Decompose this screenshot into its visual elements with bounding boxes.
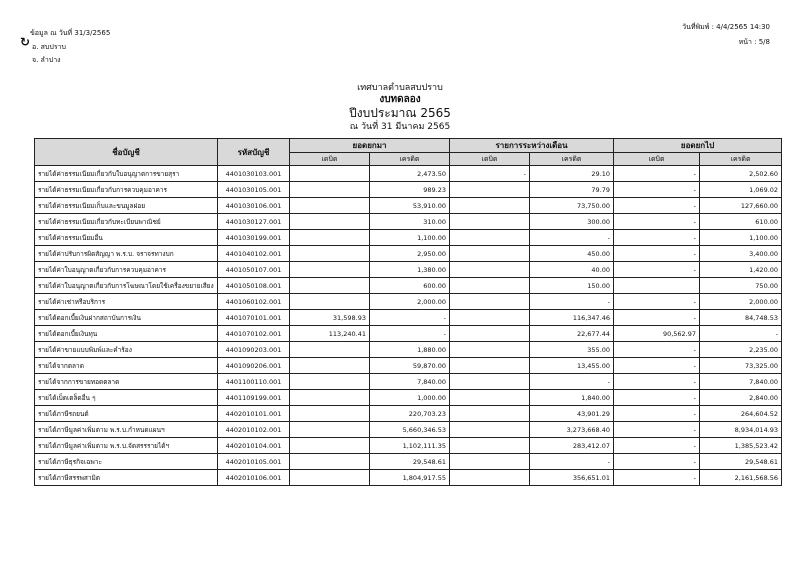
account-code: 4401060102.001 — [218, 294, 290, 310]
tx-credit: 150.00 — [530, 278, 614, 294]
account-name: รายได้ภาษีรถยนต์ — [35, 406, 218, 422]
cf-debit: - — [614, 262, 700, 278]
table-row — [35, 262, 782, 278]
col-debit: เดบิต — [614, 153, 700, 166]
tx-debit — [450, 326, 530, 342]
cf-debit: - — [614, 374, 700, 390]
account-name: รายได้ภาษีสรรพสามิต — [35, 470, 218, 486]
tx-credit: 73,750.00 — [530, 198, 614, 214]
bf-credit: 7,840.00 — [370, 374, 450, 390]
cf-debit: - — [614, 422, 700, 438]
col-carried-forward: ยอดยกไป — [614, 139, 782, 153]
bf-credit: 600.00 — [370, 278, 450, 294]
cf-debit: - — [614, 390, 700, 406]
tx-debit — [450, 198, 530, 214]
bf-debit — [290, 390, 370, 406]
bf-debit — [290, 198, 370, 214]
cf-credit: 84,748.53 — [700, 310, 782, 326]
tx-debit — [450, 422, 530, 438]
tx-credit: 300.00 — [530, 214, 614, 230]
tx-debit — [450, 438, 530, 454]
bf-debit — [290, 246, 370, 262]
col-debit: เดบิต — [450, 153, 530, 166]
account-code: 4401030127.001 — [218, 214, 290, 230]
bf-credit: - — [370, 326, 450, 342]
cf-credit: 2,840.00 — [700, 390, 782, 406]
tx-credit: 116,347.46 — [530, 310, 614, 326]
tx-credit: 29.10 — [530, 166, 614, 182]
account-code: 4402010106.001 — [218, 470, 290, 486]
as-of-date: ณ วันที่ 31 มีนาคม 2565 — [349, 122, 451, 132]
cf-debit: - — [614, 454, 700, 470]
tx-credit: - — [530, 454, 614, 470]
account-code: 4401070101.001 — [218, 310, 290, 326]
account-name: รายได้ค่าใบอนุญาตเกี่ยวกับการควบคุมอาคาร — [35, 262, 218, 278]
account-name: รายได้ค่าธรรมเนียมเก็บและขนมูลฝอย — [35, 198, 218, 214]
col-credit: เครดิต — [370, 153, 450, 166]
bf-debit — [290, 374, 370, 390]
bf-credit: 1,000.00 — [370, 390, 450, 406]
tx-credit: 283,412.07 — [530, 438, 614, 454]
tx-debit — [450, 214, 530, 230]
account-name: รายได้ภาษีมูลค่าเพิ่มตาม พ.ร.บ.กำหนดแผนฯ — [35, 422, 218, 438]
cf-debit: - — [614, 214, 700, 230]
bf-credit: 2,000.00 — [370, 294, 450, 310]
district: อ. สบปราบ — [32, 43, 66, 51]
cf-debit: - — [614, 342, 700, 358]
bf-debit — [290, 342, 370, 358]
tx-credit: 355.00 — [530, 342, 614, 358]
account-name: รายได้ภาษีธุรกิจเฉพาะ — [35, 454, 218, 470]
bf-credit: 1,804,917.55 — [370, 470, 450, 486]
bf-debit — [290, 438, 370, 454]
tx-credit: 22,677.44 — [530, 326, 614, 342]
cf-credit: 73,325.00 — [700, 358, 782, 374]
table-row — [35, 358, 782, 374]
table-row — [35, 374, 782, 390]
account-code: 4402010104.001 — [218, 438, 290, 454]
tx-debit — [450, 358, 530, 374]
table-row — [35, 294, 782, 310]
cf-debit: - — [614, 438, 700, 454]
cf-credit: 610.00 — [700, 214, 782, 230]
account-code: 4401090203.001 — [218, 342, 290, 358]
cf-debit: - — [614, 310, 700, 326]
table-row — [35, 310, 782, 326]
account-name: รายได้จากการขายทอดตลาด — [35, 374, 218, 390]
tx-debit — [450, 374, 530, 390]
col-account-code: รหัสบัญชี — [218, 139, 290, 166]
table-row — [35, 342, 782, 358]
cf-credit: 2,235.00 — [700, 342, 782, 358]
pen-mark: ↻ — [20, 35, 31, 49]
cf-credit: 1,100.00 — [700, 230, 782, 246]
bf-credit: 53,910.00 — [370, 198, 450, 214]
trial-balance-table — [34, 138, 782, 486]
cf-debit: - — [614, 294, 700, 310]
print-date: วันที่พิมพ์ : 4/4/2565 14:30 — [682, 23, 770, 31]
tx-debit — [450, 182, 530, 198]
account-code: 4402010105.001 — [218, 454, 290, 470]
tx-credit: 1,840.00 — [530, 390, 614, 406]
tx-credit: 13,455.00 — [530, 358, 614, 374]
account-name: รายได้ค่าขายแบบพิมพ์และคำร้อง — [35, 342, 218, 358]
account-code: 4401040102.001 — [218, 246, 290, 262]
tx-credit: 79.79 — [530, 182, 614, 198]
cf-debit: - — [614, 230, 700, 246]
province: จ. ลำปาง — [32, 56, 61, 64]
cf-credit: 29,548.61 — [700, 454, 782, 470]
bf-debit — [290, 454, 370, 470]
col-credit: เครดิต — [700, 153, 782, 166]
bf-debit — [290, 230, 370, 246]
cf-debit: - — [614, 198, 700, 214]
account-name: รายได้ดอกเบี้ยเงินฝากสถาบันการเงิน — [35, 310, 218, 326]
account-name: รายได้ค่าปรับการผิดสัญญา พ.ร.บ. จราจรทางบก — [35, 246, 218, 262]
org-name: เทศบาลตำบลสบปราบ — [357, 83, 443, 93]
bf-debit — [290, 278, 370, 294]
col-account-name: ชื่อบัญชี — [35, 139, 218, 166]
tx-debit — [450, 278, 530, 294]
account-code: 4401050108.001 — [218, 278, 290, 294]
account-code: 4402010102.001 — [218, 422, 290, 438]
account-code: 4401050107.001 — [218, 262, 290, 278]
account-code: 4401030105.001 — [218, 182, 290, 198]
cf-credit: 1,385,523.42 — [700, 438, 782, 454]
bf-credit: 29,548.61 — [370, 454, 450, 470]
tx-debit: - — [450, 166, 530, 182]
tx-debit — [450, 310, 530, 326]
tx-debit — [450, 470, 530, 486]
bf-debit: 31,598.93 — [290, 310, 370, 326]
account-code: 4402010101.001 — [218, 406, 290, 422]
cf-credit: 1,069.02 — [700, 182, 782, 198]
table-row — [35, 182, 782, 198]
table-row — [35, 454, 782, 470]
account-code: 4401030103.001 — [218, 166, 290, 182]
cf-credit: 3,400.00 — [700, 246, 782, 262]
bf-debit — [290, 166, 370, 182]
tx-credit: 40.00 — [530, 262, 614, 278]
tx-debit — [450, 454, 530, 470]
table-row — [35, 438, 782, 454]
table-row — [35, 198, 782, 214]
col-brought-forward: ยอดยกมา — [290, 139, 450, 153]
tx-credit: 356,651.01 — [530, 470, 614, 486]
cf-credit: 2,161,568.56 — [700, 470, 782, 486]
bf-credit: 1,100.00 — [370, 230, 450, 246]
cf-debit: - — [614, 166, 700, 182]
account-name: รายได้ค่าใบอนุญาตเกี่ยวกับการโฆษณาโดยใช้เครื่องขยายเสียง — [35, 278, 218, 294]
table-row — [35, 230, 782, 246]
table-row — [35, 246, 782, 262]
bf-debit — [290, 422, 370, 438]
cf-debit: - — [614, 470, 700, 486]
account-name: รายได้จากตลาด — [35, 358, 218, 374]
cf-credit: 7,840.00 — [700, 374, 782, 390]
tx-debit — [450, 390, 530, 406]
account-name: รายได้ค่าเช่าหรือบริการ — [35, 294, 218, 310]
bf-debit — [290, 182, 370, 198]
bf-credit: 2,473.50 — [370, 166, 450, 182]
account-name: รายได้ค่าธรรมเนียมอื่น — [35, 230, 218, 246]
table-row — [35, 406, 782, 422]
col-credit: เครดิต — [530, 153, 614, 166]
account-name: รายได้เบ็ดเตล็ดอื่น ๆ — [35, 390, 218, 406]
bf-credit: 1,380.00 — [370, 262, 450, 278]
bf-credit: 59,870.00 — [370, 358, 450, 374]
table-row — [35, 470, 782, 486]
cf-debit: - — [614, 182, 700, 198]
account-code: 4401070102.001 — [218, 326, 290, 342]
page-number: หน้า : 5/8 — [738, 38, 770, 46]
bf-debit — [290, 358, 370, 374]
cf-credit: - — [700, 326, 782, 342]
bf-debit — [290, 294, 370, 310]
col-transactions: รายการระหว่างเดือน — [450, 139, 614, 153]
account-code: 4401090206.001 — [218, 358, 290, 374]
bf-debit — [290, 470, 370, 486]
table-row — [35, 214, 782, 230]
fiscal-year: ปีงบประมาณ 2565 — [349, 106, 451, 120]
table-row — [35, 422, 782, 438]
account-name: รายได้ค่าธรรมเนียมเกี่ยวกับทะเบียนพาณิชย์ — [35, 214, 218, 230]
tx-credit: - — [530, 374, 614, 390]
tx-debit — [450, 294, 530, 310]
bf-debit — [290, 406, 370, 422]
account-code: 4401030106.001 — [218, 198, 290, 214]
bf-credit: 5,660,346.53 — [370, 422, 450, 438]
cf-debit: - — [614, 406, 700, 422]
bf-credit: 1,880.00 — [370, 342, 450, 358]
account-name: รายได้ภาษีมูลค่าเพิ่มตาม พ.ร.บ.จัดสรรรายได้ฯ — [35, 438, 218, 454]
bf-credit: 1,102,111.35 — [370, 438, 450, 454]
tx-credit: - — [530, 294, 614, 310]
account-name: รายได้ค่าธรรมเนียมเกี่ยวกับใบอนุญาตการขายสุรา — [35, 166, 218, 182]
bf-credit: 220,703.23 — [370, 406, 450, 422]
account-code: 4401030199.001 — [218, 230, 290, 246]
col-debit: เดบิต — [290, 153, 370, 166]
tx-debit — [450, 262, 530, 278]
bf-credit: - — [370, 310, 450, 326]
bf-debit: 113,240.41 — [290, 326, 370, 342]
tx-credit: 450.00 — [530, 246, 614, 262]
bf-debit — [290, 214, 370, 230]
tx-credit: 3,273,668.40 — [530, 422, 614, 438]
cf-credit: 2,502.60 — [700, 166, 782, 182]
table-row — [35, 166, 782, 182]
bf-credit: 2,950.00 — [370, 246, 450, 262]
data-date: ข้อมูล ณ วันที่ 31/3/2565 — [30, 29, 111, 37]
bf-credit: 989.23 — [370, 182, 450, 198]
cf-credit: 1,420.00 — [700, 262, 782, 278]
cf-credit: 8,934,014.93 — [700, 422, 782, 438]
table-row — [35, 326, 782, 342]
bf-debit — [290, 262, 370, 278]
cf-credit: 2,000.00 — [700, 294, 782, 310]
account-name: รายได้ค่าธรรมเนียมเกี่ยวกับการควบคุมอาคาร — [35, 182, 218, 198]
cf-debit: 90,562.97 — [614, 326, 700, 342]
tx-debit — [450, 406, 530, 422]
cf-debit: - — [614, 358, 700, 374]
table-row — [35, 390, 782, 406]
account-code: 4401109199.001 — [218, 390, 290, 406]
tx-debit — [450, 342, 530, 358]
cf-credit: 264,604.52 — [700, 406, 782, 422]
tx-credit: 43,901.29 — [530, 406, 614, 422]
tx-debit — [450, 230, 530, 246]
cf-credit: 750.00 — [700, 278, 782, 294]
cf-debit: - — [614, 246, 700, 262]
account-code: 4401100110.001 — [218, 374, 290, 390]
bf-credit: 310.00 — [370, 214, 450, 230]
cf-credit: 127,660.00 — [700, 198, 782, 214]
account-name: รายได้ดอกเบี้ยเงินทุน — [35, 326, 218, 342]
cf-debit — [614, 278, 700, 294]
tx-credit: - — [530, 230, 614, 246]
tx-debit — [450, 246, 530, 262]
table-row — [35, 278, 782, 294]
doc-title: งบทดลอง — [379, 94, 421, 105]
